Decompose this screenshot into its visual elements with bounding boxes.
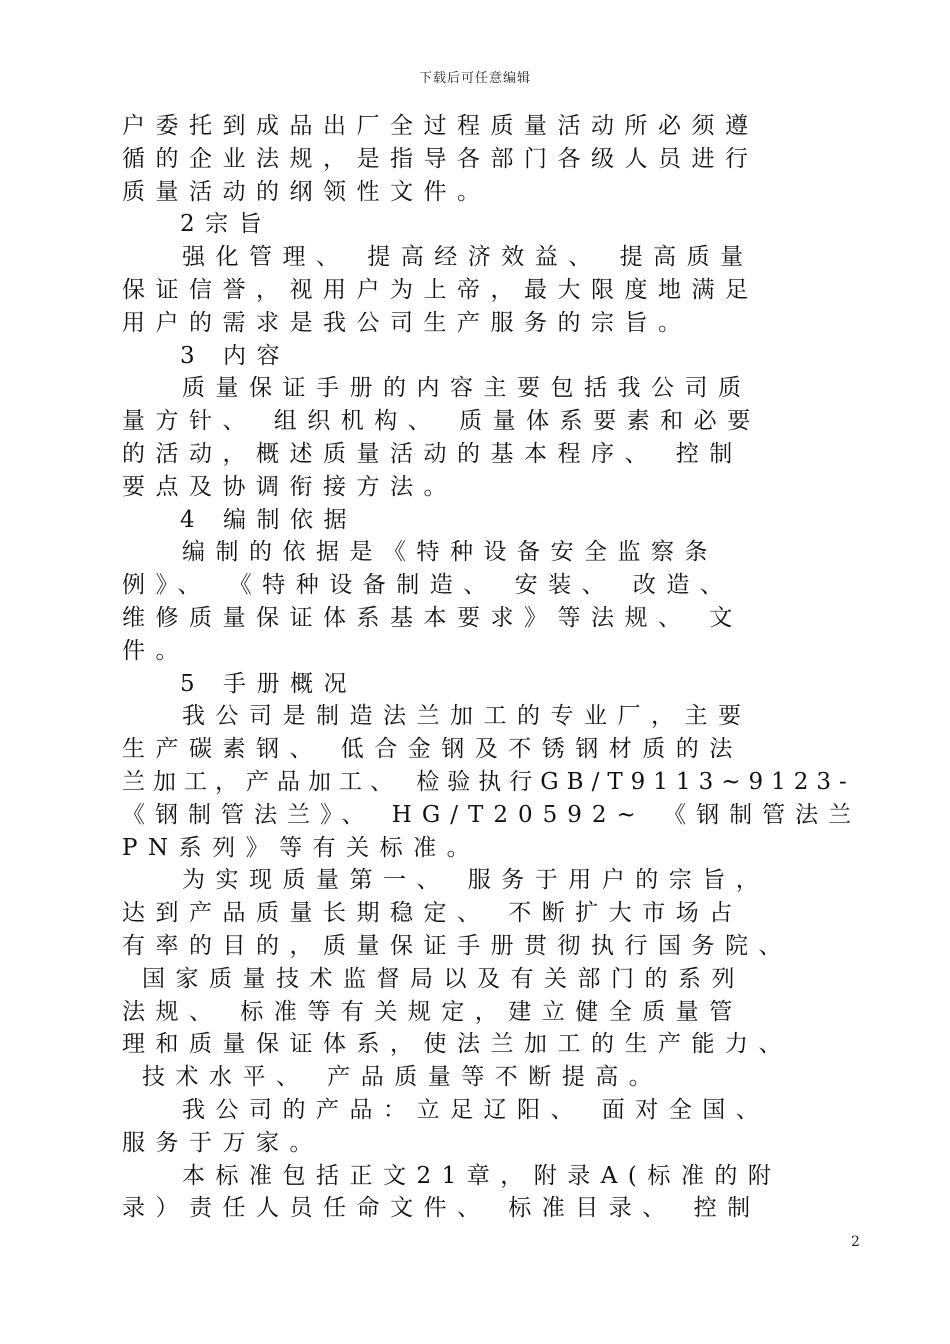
text-line: 用户的需求是我公司生产服务的宗旨。: [122, 309, 692, 336]
text-line: 《钢制管法兰》、 HG/T20592~ 《钢制管法兰: [122, 801, 862, 828]
text-line: 国家质量技术监督局以及有关部门的系列: [142, 965, 745, 992]
text-line: 户委托到成品出厂全过程质量活动所必须遵: [122, 113, 759, 139]
text-line: 件。: [122, 637, 189, 664]
text-line: 技术水平、 产品质量等不断提高。: [142, 1064, 663, 1091]
text-line: 有率的目的，质量保证手册贯彻执行国务院、: [122, 932, 792, 959]
text-line: 质量活动的纲领性文件。: [122, 178, 491, 205]
text-line: 录）责任人员任命文件、 标准目录、 控制: [122, 1195, 761, 1222]
text-line: 服务于万家。: [122, 1129, 323, 1156]
text-line: 为实现质量第一、 服务于用户的宗旨，: [182, 867, 770, 894]
text-line: 质量保证手册的内容主要包括我公司质: [182, 375, 752, 402]
text-line: 维修质量保证体系基本要求》等法规、 文: [122, 604, 743, 631]
text-line: 兰加工，产品加工、 检验执行GB/T9113~9123-: [122, 768, 855, 795]
page-number: 2: [851, 1234, 860, 1250]
text-line: 量方针、 组织机构、 质量体系要素和必要: [122, 408, 761, 435]
text-line: 法规、 标准等有关规定，建立健全质量管: [122, 998, 743, 1025]
section-heading: 5 手册概况: [180, 670, 357, 697]
text-line: 例》、 《特种设备制造、 安装、 改造、: [122, 572, 734, 599]
text-line: 我公司是制造法兰加工的专业厂，主要: [182, 703, 752, 730]
text-line: 我公司的产品：立足辽阳、 面对全国、: [182, 1096, 770, 1123]
text-line: 生产碳素钢、 低合金钢及不锈钢材质的法: [122, 736, 743, 763]
section-heading: 3 内容: [180, 342, 290, 369]
section-heading: 4 编制依据: [180, 506, 357, 533]
text-line: 循的企业法规，是指导各部门各级人员进行: [122, 145, 759, 172]
document-body: [122, 110, 862, 1225]
text-line: 达到产品质量长期稳定、 不断扩大市场占: [122, 900, 743, 927]
text-line: 编制的依据是《特种设备安全监察条: [182, 539, 718, 566]
text-line: 保证信誉，视用户为上帝，最大限度地满足: [122, 276, 759, 303]
text-line: PN系列》等有关标准。: [122, 834, 481, 861]
text-line: 强化管理、 提高经济效益、 提高质量: [182, 244, 754, 271]
section-heading: 2宗旨: [180, 211, 273, 238]
text-line: 本标准包括正文21章，附录A(标准的附: [182, 1162, 782, 1189]
text-line: 理和质量保证体系，使法兰加工的生产能力、: [122, 1031, 792, 1058]
text-line: 要点及协调衔接方法。: [122, 473, 457, 500]
page-header: 下载后可任意编辑: [418, 71, 531, 86]
text-line: 的活动，概述质量活动的基本程序、 控制: [122, 440, 743, 467]
